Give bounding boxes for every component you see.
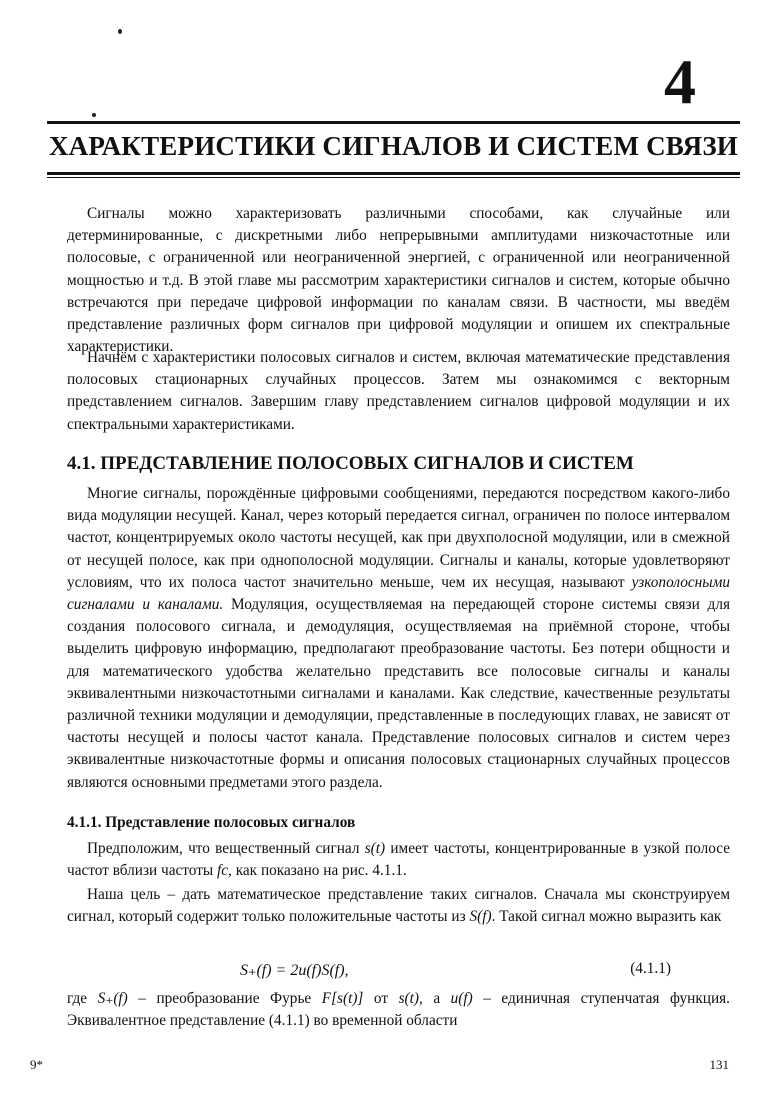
section-4-1-paragraph: Многие сигналы, порождённые цифровыми сообщениями, передаются посредством какого-либо вида модуляции несущей. Канал, через который передается сигнал, ограничен по полосе интервалом частот, концентрируемых около частоты несущей, как при двухполосной модуляции, или в смежной от несущей полосе, как при однополосной модуляции. Сигналы и каналы, которые удовлетворяют условиям, что их полоса частот значительно меньше, чем их несущая, называют узкополосными сигналами и каналами. Модуляция, осуществляемая на передающей стороне системы связи для создания полосового сигнала, и демодуляция, осуществляемая на приёмной стороне, чтобы выделить цифровую информацию, предполагают преобразование частоты. Без потери общности и для математического удобства желательно представить все полосовые сигналы и каналы эквивалентными низкочастотными сигналами и каналами. Как следствие, качественные результаты различной техники модуляции и демодуляции, представленные в последующих главах, не зависят от частоты несущей и полосы частот канала. Представление полосовых сигналов и систем через эквивалентные низкочастотные формы и описания полосовых стационарных случайных процессов являются основными предметами этого раздела. xyxy=(67,485,730,791)
chapter-title: ХАРАКТЕРИСТИКИ СИГНАЛОВ И СИСТЕМ СВЯЗИ xyxy=(48,131,739,161)
section-4-1-1-paragraph-1: Предположим, что вещественный сигнал s(t) имеет частоты, концентрированные в узкой полосе частот вблизи частоты fc, как показано на рис. 4.1.1. xyxy=(67,840,730,880)
intro-paragraph-1: Сигналы можно характеризовать различными способами, как случайные или детерминированные, с дискретными либо непрерывными амплитудами низкочастотные или полосовые, с ограниченной или неограниченной энергией, с ограниченной или неограниченной мощностью и т.д. В этой главе мы рассмотрим характеристики сигналов и систем, которые обычно встречаются при передаче цифровой информации по каналам связи. В частности, мы введём представление различных форм сигналов при цифровой модуляции и опишем их спектральные характеристики. xyxy=(67,205,730,356)
chapter-number: 4 xyxy=(664,46,696,117)
section-4-1-1-paragraph-2: Наша цель – дать математическое представление таких сигналов. Сначала мы сконструируем сигнал, который содержит только положительные частоты из S(f). Такой сигнал можно выразить как xyxy=(67,886,730,926)
printer-signature: 9* xyxy=(30,1057,43,1072)
chapter-rule-bottom xyxy=(47,172,740,175)
scan-speck xyxy=(118,29,122,34)
equation-number: (4.1.1) xyxy=(630,960,671,977)
intro-paragraph-2: Начнём с характеристики полосовых сигналов и систем, включая математические представления полосовых стационарных случайных процессов. Затем мы ознакомимся с векторным представлением сигналов. Завершим главу представлением сигналов цифровой модуляции и их спектральными характеристиками. xyxy=(67,349,730,433)
section-heading-4-1-1: 4.1.1. Представление полосовых сигналов xyxy=(67,814,356,831)
scan-speck xyxy=(92,113,96,117)
section-4-1-1-paragraph-3: где S₊(f) – преобразование Фурье F[s(t)] от s(t), а u(f) – единичная ступенчатая функция. Эквивалентное представление (4.1.1) во временной области xyxy=(67,990,730,1030)
equation-4-1-1: S₊(f) = 2u(f)S(f), xyxy=(240,962,349,979)
chapter-rule-top xyxy=(47,121,740,124)
page-number: 131 xyxy=(709,1057,729,1072)
chapter-rule-bottom-thin xyxy=(47,177,740,178)
section-heading-4-1: 4.1. ПРЕДСТАВЛЕНИЕ ПОЛОСОВЫХ СИГНАЛОВ И СИСТЕМ xyxy=(67,453,634,474)
